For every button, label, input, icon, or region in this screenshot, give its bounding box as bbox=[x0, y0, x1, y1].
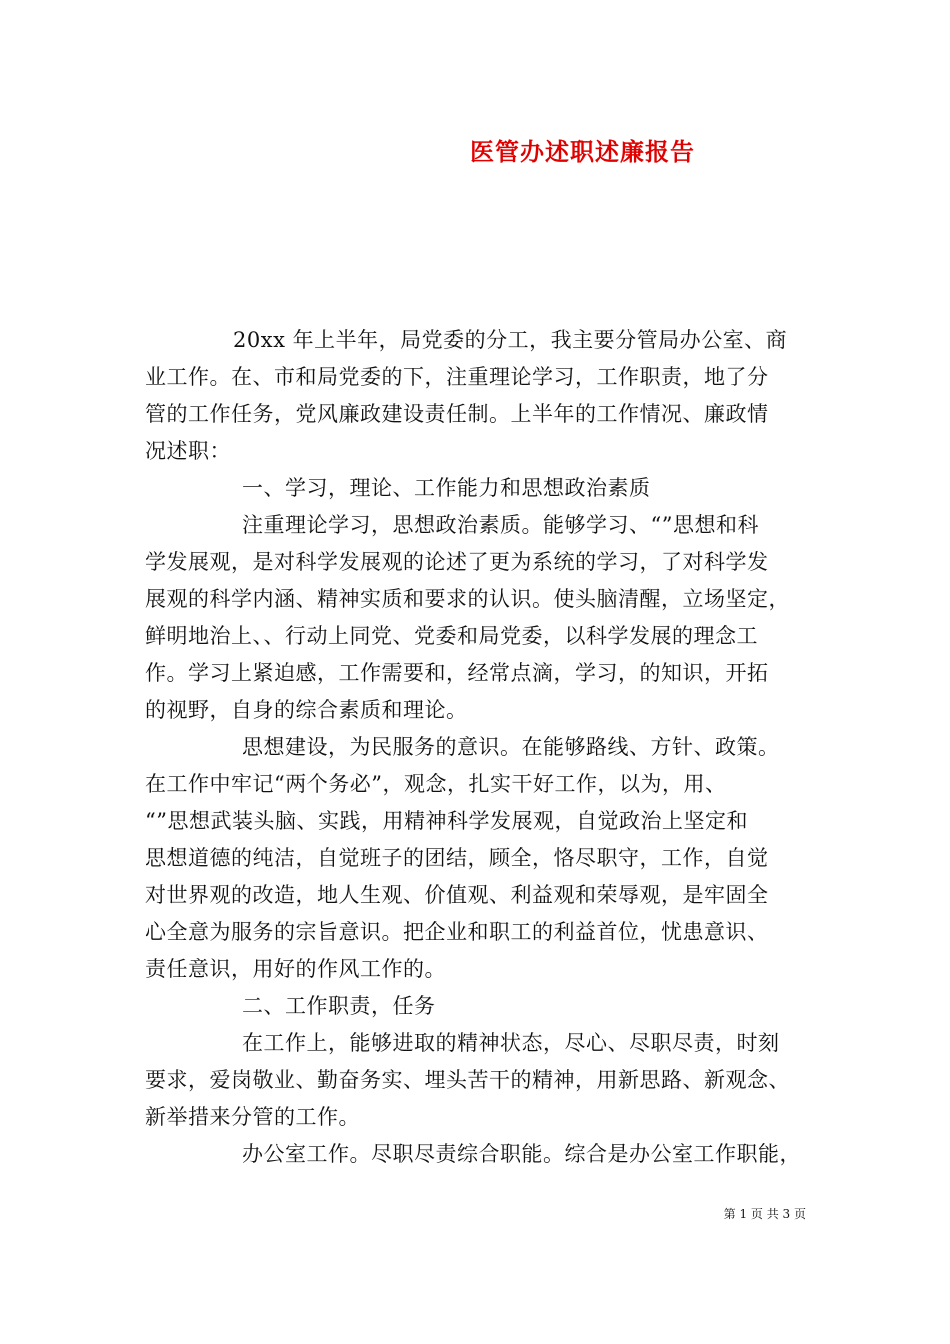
body-line: 注重理论学习，思想政治素质。能够学习、“”思想和科 bbox=[242, 513, 759, 537]
body-line: 管的工作任务，党风廉政建设责任制。上半年的工作情况、廉政情 bbox=[145, 402, 769, 426]
body-line: 新举措来分管的工作。 bbox=[145, 1105, 360, 1129]
page-number: 第 1 页 共 3 页 bbox=[723, 1207, 806, 1221]
document-body bbox=[145, 322, 805, 1173]
document-title: 医管办述职述廉报告 bbox=[470, 137, 695, 166]
body-line: 20xx 年上半年，局党委的分工，我主要分管局办公室、商 bbox=[233, 328, 788, 352]
body-line: 要求，爱岗敬业、勤奋务实、埋头苦干的精神，用新思路、新观念、 bbox=[145, 1068, 790, 1092]
body-line: 展观的科学内涵、精神实质和要求的认识。使头脑清醒，立场坚定， bbox=[145, 587, 790, 611]
body-line: 对世界观的改造，地人生观、价值观、利益观和荣辱观，是牢固全 bbox=[145, 883, 769, 907]
body-line: 责任意识，用好的作风工作的。 bbox=[145, 957, 446, 981]
body-line: 心全意为服务的宗旨意识。把企业和职工的利益首位，忧患意识、 bbox=[145, 920, 769, 944]
body-line: 一、学习，理论、工作能力和思想政治素质 bbox=[242, 476, 651, 500]
body-line: 思想建设，为民服务的意识。在能够路线、方针、政策。 bbox=[242, 735, 780, 759]
body-line: 在工作中牢记“两个务必”，观念，扎实干好工作，以为，用、 bbox=[145, 772, 727, 796]
body-line: 办公室工作。尽职尽责综合职能。综合是办公室工作职能， bbox=[242, 1142, 801, 1166]
body-line: 学发展观，是对科学发展观的论述了更为系统的学习，了对科学发 bbox=[145, 550, 769, 574]
body-line: 思想道德的纯洁，自觉班子的团结，顾全，恪尽职守，工作，自觉 bbox=[145, 846, 769, 870]
body-line: 二、工作职责，任务 bbox=[242, 994, 436, 1018]
body-line: 作。学习上紧迫感，工作需要和，经常点滴，学习，的知识，开拓 bbox=[145, 661, 769, 685]
body-line: 的视野，自身的综合素质和理论。 bbox=[145, 698, 468, 722]
body-line: 业工作。在、市和局党委的下，注重理论学习，工作职责，地了分 bbox=[145, 365, 769, 389]
body-line: 鲜明地治上、、行动上同党、党委和局党委，以科学发展的理念工 bbox=[145, 624, 758, 648]
body-line: 在工作上，能够进取的精神状态，尽心、尽职尽责，时刻 bbox=[242, 1031, 780, 1055]
body-line: 况述职： bbox=[145, 439, 231, 463]
body-line: “”思想武装头脑、实践，用精神科学发展观，自觉政治上坚定和 bbox=[145, 809, 748, 833]
